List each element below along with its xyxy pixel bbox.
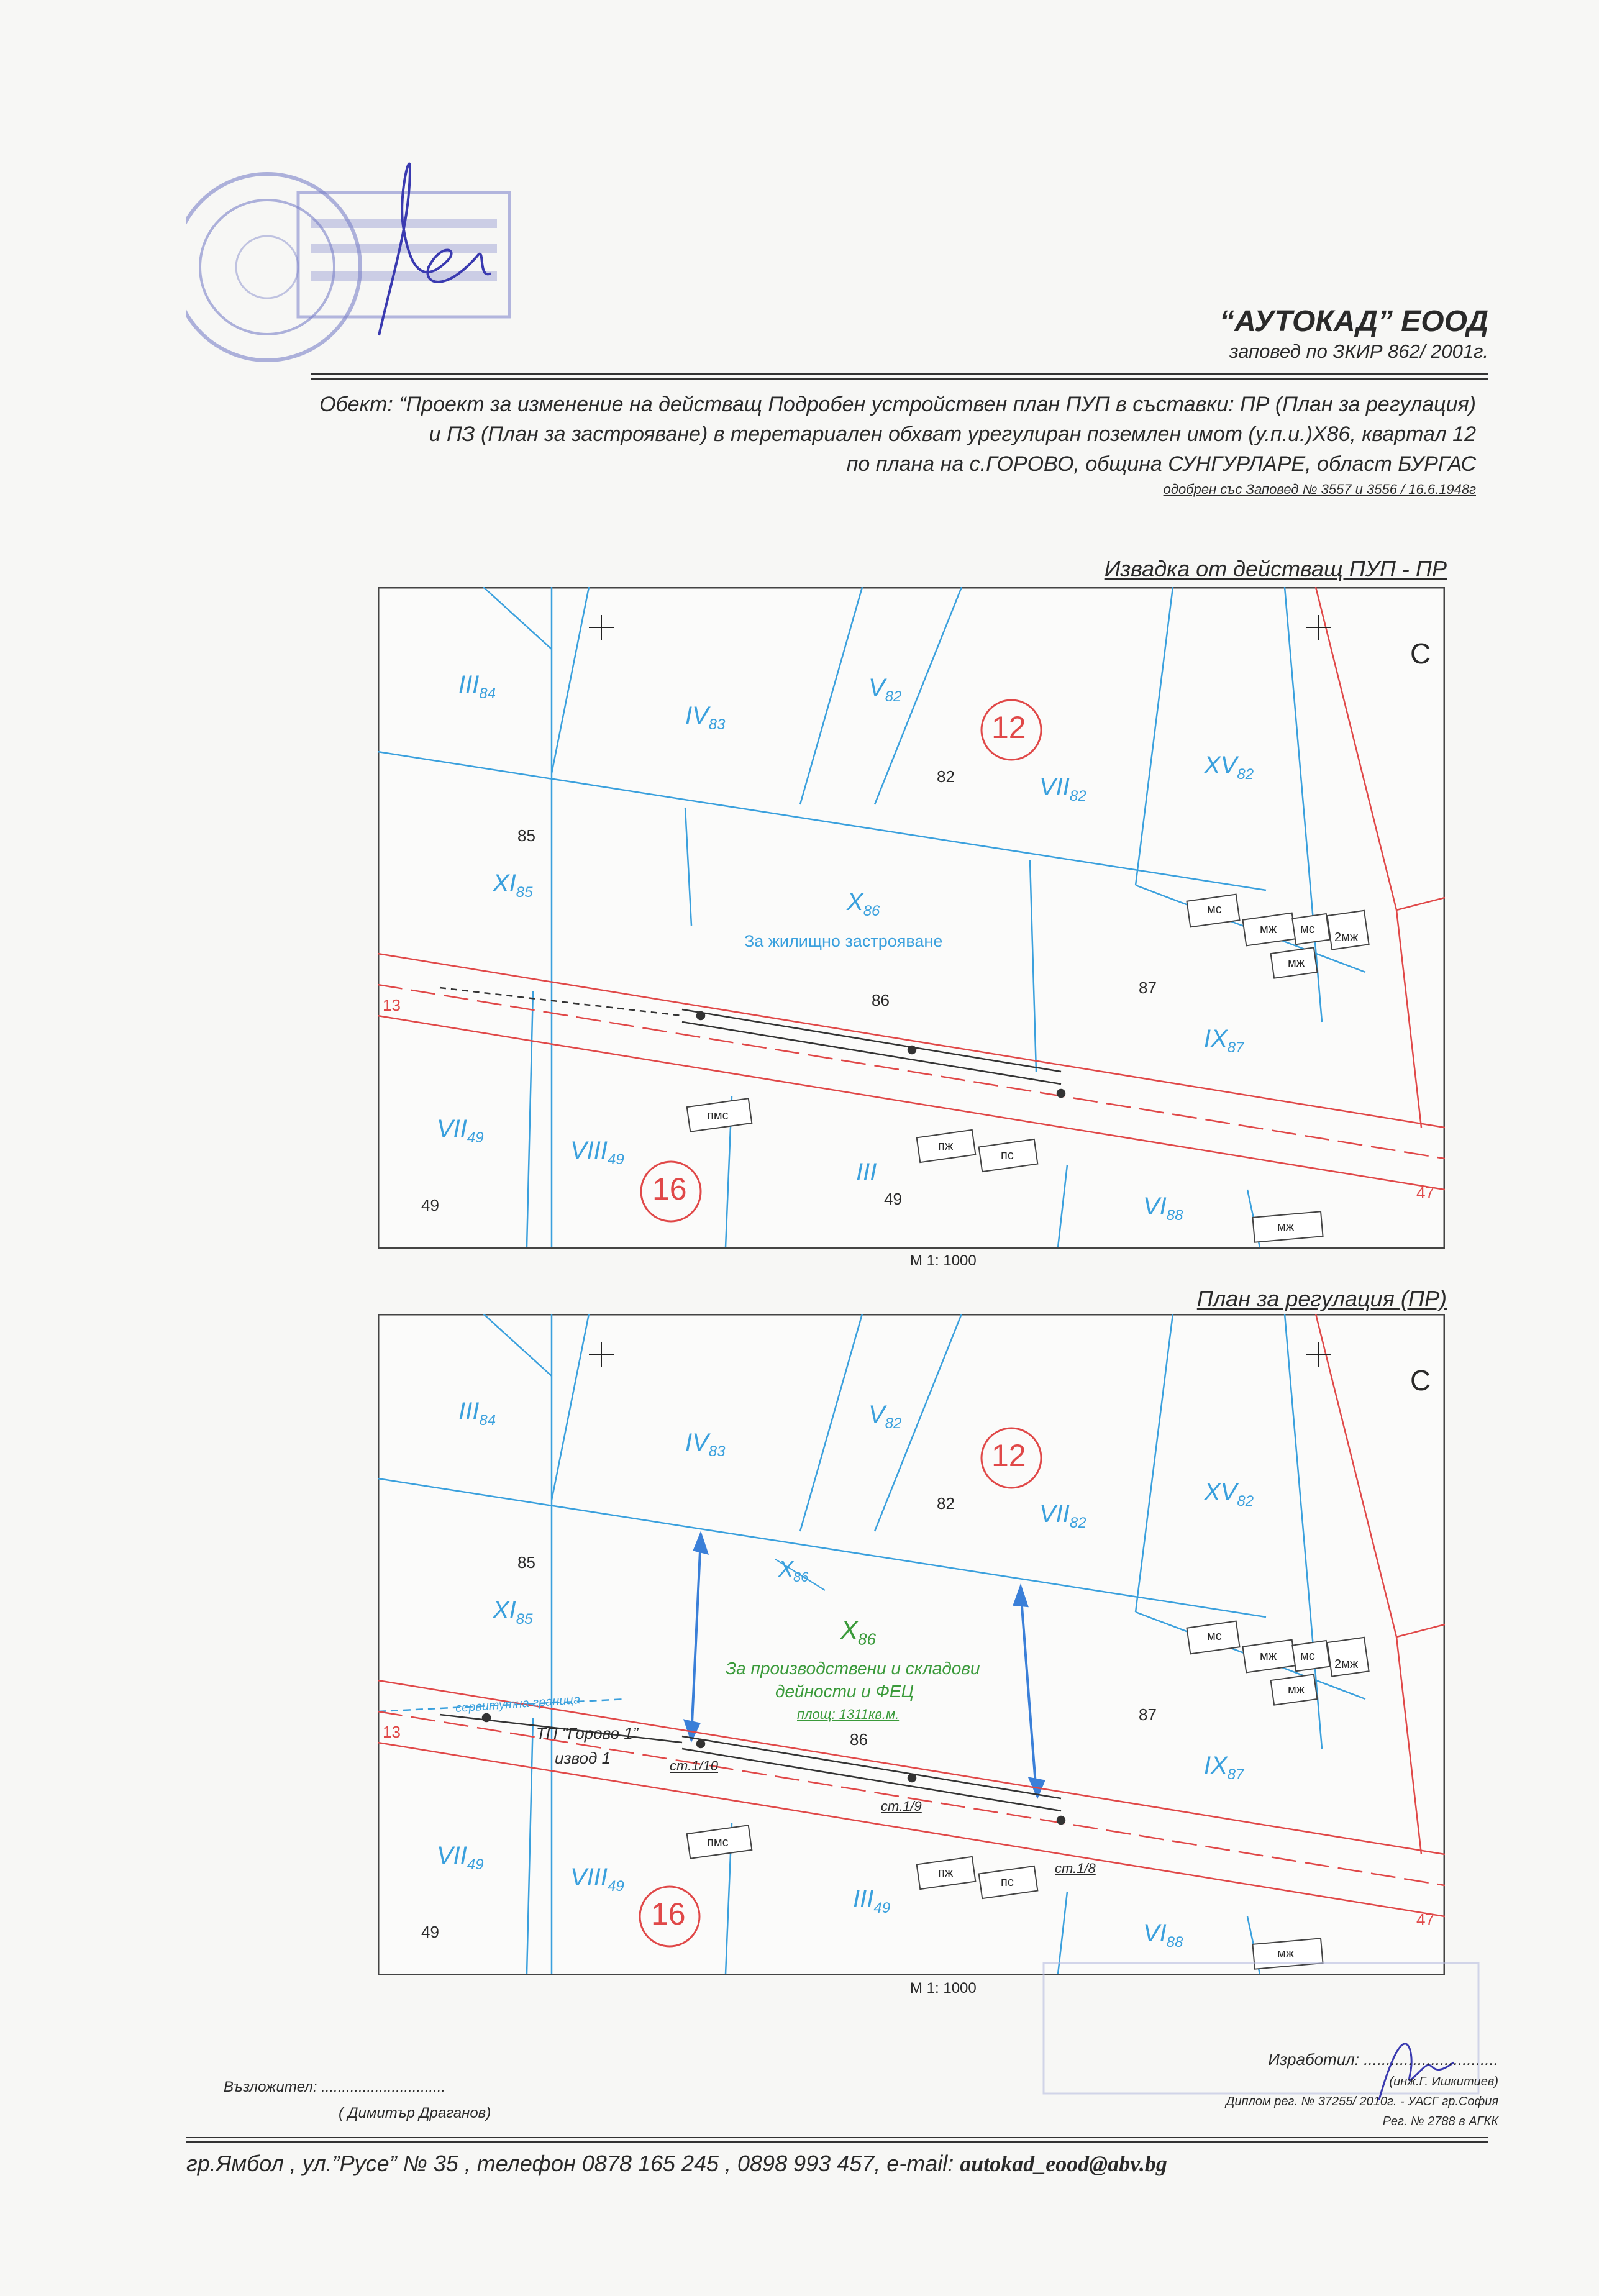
building-label: мж <box>1260 1649 1277 1663</box>
map1-caption: Извадка от действащ ПУП - ПР <box>1104 556 1447 581</box>
pole-label: ст.1/8 <box>1055 1861 1096 1876</box>
parcel-area: площ: 1311кв.м. <box>797 1706 900 1722</box>
parcel-purpose: За жилищно застрояване <box>744 932 943 950</box>
street-number: 47 <box>1416 1910 1434 1929</box>
parcel-label: $VIII_{49}$ <box>570 1137 624 1168</box>
building-label: 2мж <box>1334 1657 1359 1671</box>
footer-divider-2 <box>186 2141 1488 2143</box>
building-label: мс <box>1207 903 1222 916</box>
street-number: 13 <box>383 996 401 1014</box>
building-label: пс <box>1001 1875 1014 1889</box>
old-parcel-label: $X_{86}$ <box>778 1556 809 1585</box>
pole-label: ст.1/9 <box>881 1798 922 1814</box>
parcel-label: $XV_{82}$ <box>1204 752 1254 783</box>
parcel-label: $VI_{88}$ <box>1143 1193 1183 1224</box>
tp-label: ТП “Горово 1” <box>536 1724 639 1742</box>
lot-number: 49 <box>884 1190 902 1208</box>
building-label: мж <box>1277 1947 1295 1961</box>
parcel-label: III <box>856 1159 877 1186</box>
building-label: мж <box>1288 1683 1305 1697</box>
official-stamp <box>186 130 534 391</box>
parcel-label: $X_{86}$ <box>847 888 880 919</box>
object-line-2: и ПЗ (План за застрояване) в теретариален обхват урегулиран поземлен имот (у.п.и.)Х86, квартал 12 <box>429 422 1476 446</box>
company-license: заповед по ЗКИР 862/ 2001г. <box>1229 340 1488 362</box>
parcel-label: $IX_{87}$ <box>1204 1752 1244 1783</box>
lot-number: 82 <box>937 1494 955 1513</box>
parcel-label: $XI_{85}$ <box>493 870 533 901</box>
parcel-label: $VII_{49}$ <box>437 1842 484 1873</box>
lot-number: 82 <box>937 767 955 786</box>
building-label: пмс <box>707 1836 729 1849</box>
pole-label: ст.1/10 <box>670 1758 719 1774</box>
building-label: мж <box>1260 922 1277 936</box>
map2-caption: План за регулация (ПР) <box>1196 1286 1447 1311</box>
building-label: мс <box>1300 922 1315 936</box>
parcel-label: $V_{82}$ <box>868 1401 902 1432</box>
block-number: 12 <box>991 710 1026 745</box>
parcel-purpose-line2: дейности и ФЕЦ <box>775 1682 914 1701</box>
footer-divider <box>186 2137 1488 2138</box>
email-link[interactable]: autokad_eood@abv.bg <box>960 2151 1167 2176</box>
lot-number: 85 <box>517 826 535 845</box>
street-number: 13 <box>383 1723 401 1741</box>
north-arrow: С <box>1410 1364 1431 1396</box>
parcel-label: $XI_{85}$ <box>493 1597 533 1628</box>
block-number: 12 <box>991 1438 1026 1473</box>
prepared-by-label: Изработил: .............................. <box>1268 2050 1498 2069</box>
map1-labels <box>378 587 1445 1249</box>
header-divider-2 <box>311 378 1488 380</box>
parcel-label: $IV_{83}$ <box>685 702 726 733</box>
building-label: пмс <box>707 1109 729 1123</box>
block-number: 16 <box>652 1172 687 1206</box>
header-divider <box>311 373 1488 375</box>
assignor-label: Възложител: .............................. <box>224 2079 446 2095</box>
engineer-name: (инж.Г. Ишкитиев) <box>1389 2075 1498 2089</box>
building-label: мж <box>1277 1220 1295 1234</box>
lot-number: 87 <box>1139 1705 1157 1724</box>
lot-number: 49 <box>421 1196 439 1214</box>
parcel-label: $III_{49}$ <box>853 1885 891 1916</box>
street-number: 47 <box>1416 1183 1434 1202</box>
assignor-name: ( Димитър Драганов) <box>339 2105 491 2121</box>
object-line-1: Обект: “Проект за изменение на действащ Подробен устройствен план ПУП в съставки: ПР (План за регулация) <box>319 393 1476 416</box>
parcel-label: $III_{84}$ <box>458 1398 496 1429</box>
approval-note: одобрен със Заповед № 3557 и 3556 / 16.6.1948г <box>1163 481 1476 497</box>
parcel-label: $VII_{82}$ <box>1039 1500 1086 1531</box>
parcel-purpose-line1: За производствени и складови <box>726 1659 980 1678</box>
easement-label: сервитутна граница <box>455 1693 581 1715</box>
building-label: пс <box>1001 1149 1014 1162</box>
map1-scale: М 1: 1000 <box>910 1252 977 1269</box>
object-line-3: по плана на с.ГОРОВО, община СУНГУРЛАРЕ, област БУРГАС <box>846 452 1476 476</box>
block-number: 16 <box>651 1897 686 1931</box>
lot-number: 86 <box>850 1730 868 1749</box>
parcel-label: $IV_{83}$ <box>685 1429 726 1460</box>
parcel-label: $VIII_{49}$ <box>570 1864 624 1895</box>
parcel-label: $XV_{82}$ <box>1204 1478 1254 1510</box>
building-label: мж <box>1288 956 1305 970</box>
company-name: “АУТОКАД” ЕООД <box>1219 305 1488 338</box>
parcel-label: $V_{82}$ <box>868 674 902 705</box>
lot-number: 85 <box>517 1553 535 1572</box>
building-label: 2мж <box>1334 931 1359 944</box>
building-label: мс <box>1207 1629 1222 1643</box>
parcel-label: $IX_{87}$ <box>1204 1025 1244 1056</box>
lot-number: 49 <box>421 1923 439 1941</box>
parcel-label: $VI_{88}$ <box>1143 1920 1183 1951</box>
map2-scale: М 1: 1000 <box>910 1980 977 1997</box>
lot-number: 87 <box>1139 978 1157 997</box>
lot-number: 86 <box>872 991 890 1009</box>
engineer-registration: Рег. № 2788 в АГКК <box>1382 2115 1498 2128</box>
north-arrow: С <box>1410 637 1431 670</box>
map2-labels <box>378 1314 1445 1975</box>
parcel-label: $VII_{82}$ <box>1039 773 1086 804</box>
building-label: мс <box>1300 1649 1315 1663</box>
building-label: пж <box>938 1866 954 1880</box>
feeder-label: извод 1 <box>555 1749 611 1767</box>
parcel-label: $III_{84}$ <box>458 671 496 702</box>
company-address: гр.Ямбол , ул.”Русе” № 35 , телефон 0878 165 245 , 0898 993 457, e-mail: autokad_eood@abv.bg <box>186 2151 1167 2176</box>
engineer-diploma: Диплом рег. № 37255/ 2010г. - УАСГ гр.София <box>1226 2095 1498 2108</box>
new-parcel-label: $X_{86}$ <box>840 1615 876 1649</box>
parcel-label: $VII_{49}$ <box>437 1115 484 1146</box>
building-label: пж <box>938 1139 954 1153</box>
